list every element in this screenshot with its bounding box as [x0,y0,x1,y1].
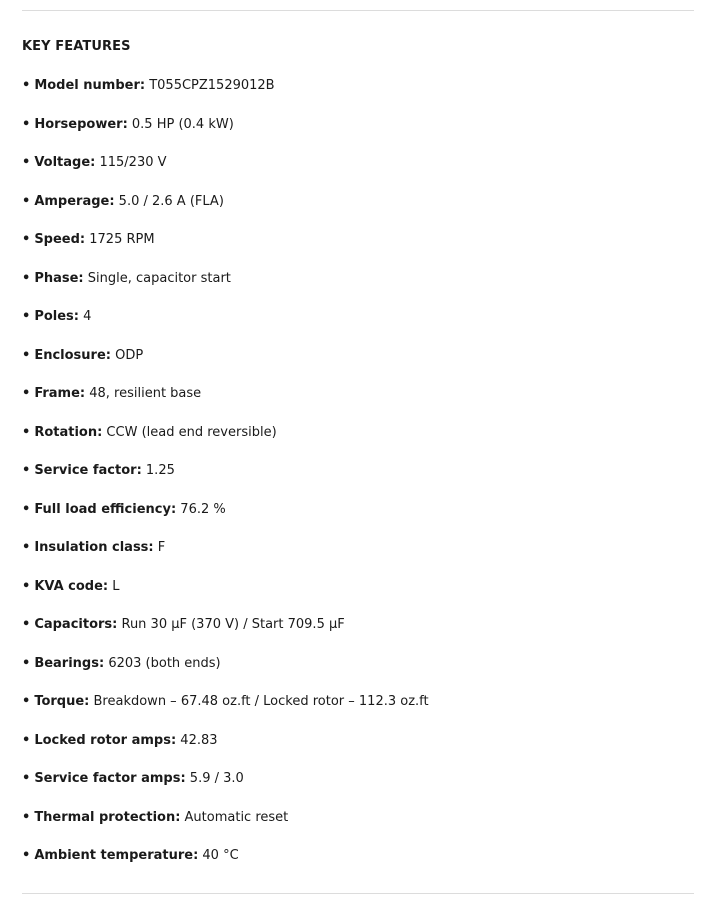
feature-label: Locked rotor amps: [34,732,177,748]
feature-item [22,693,694,732]
feature-label: Bearings: [34,655,105,671]
feature-value: ODP [110,347,144,363]
feature-label: Service factor amps: [34,771,186,786]
feature-item [22,424,694,463]
feature-value: Automatic reset [180,809,289,825]
bullet: • [22,578,31,594]
bullet: • [22,540,31,555]
feature-item [22,347,694,386]
feature-value: L [108,578,120,594]
feature-value: Single, capacitor start [83,270,231,286]
feature-list [22,77,694,886]
feature-label: Insulation class: [34,540,154,555]
feature-label: Frame: [34,386,86,401]
feature-label: Phase: [34,270,84,286]
feature-value: 4 [78,309,92,324]
bullet: • [22,232,31,247]
bullet: • [22,848,31,863]
bullet: • [22,424,31,440]
feature-item [22,655,694,694]
feature-label: Torque: [34,694,90,709]
feature-value: 40 °C [198,848,239,863]
feature-label: Rotation: [34,424,103,440]
bullet: • [22,501,31,517]
feature-value: F [153,540,166,555]
section-title: KEY FEATURES [22,39,131,54]
feature-label: Service factor: [34,463,142,478]
bullet: • [22,809,31,825]
feature-value: 42.83 [176,732,218,748]
feature-item [22,462,694,501]
feature-label: Model number: [34,78,146,93]
feature-item [22,809,694,848]
bullet: • [22,771,31,786]
bullet: • [22,116,31,132]
feature-item [22,501,694,540]
feature-item [22,385,694,424]
feature-item [22,77,694,116]
feature-item [22,193,694,232]
feature-item [22,616,694,655]
feature-item [22,231,694,270]
bullet: • [22,270,31,286]
bullet: • [22,347,31,363]
feature-label: Capacitors: [34,617,118,632]
feature-value: 1725 RPM [85,232,155,247]
feature-item [22,578,694,617]
feature-value: 48, resilient base [85,386,202,401]
feature-item [22,270,694,309]
bullet: • [22,732,31,748]
bullet: • [22,617,31,632]
feature-value: 76.2 % [176,501,226,517]
feature-label: Horsepower: [34,116,128,132]
feature-label: Voltage: [34,155,96,170]
feature-value: 115/230 V [95,155,167,170]
bullet: • [22,309,31,324]
feature-value: Breakdown – 67.48 oz.ft / Locked rotor – 112.3 oz.ft [89,694,429,709]
feature-label: Speed: [34,232,86,247]
feature-value: 0.5 HP (0.4 kW) [127,116,234,132]
feature-value: 1.25 [141,463,175,478]
feature-value: 6203 (both ends) [104,655,221,671]
feature-item [22,732,694,771]
feature-item [22,847,694,886]
feature-label: Poles: [34,309,79,324]
feature-label: Enclosure: [34,347,111,363]
feature-item [22,154,694,193]
feature-label: KVA code: [34,578,109,594]
feature-label: Ambient temperature: [34,848,199,863]
bullet: • [22,78,31,93]
feature-label: Full load efficiency: [34,501,177,517]
feature-label: Amperage: [34,193,115,209]
feature-value: 5.9 / 3.0 [185,771,244,786]
bottom-divider [22,893,694,894]
top-divider [22,10,694,11]
feature-item [22,770,694,809]
feature-value: T055CPZ1529012B [145,78,275,93]
bullet: • [22,155,31,170]
feature-item [22,308,694,347]
bullet: • [22,463,31,478]
feature-value: 5.0 / 2.6 A (FLA) [114,193,224,209]
feature-item [22,539,694,578]
bullet: • [22,655,31,671]
feature-label: Thermal protection: [34,809,181,825]
feature-value: Run 30 µF (370 V) / Start 709.5 µF [117,617,345,632]
bullet: • [22,694,31,709]
feature-item [22,116,694,155]
feature-value: CCW (lead end reversible) [102,424,277,440]
bullet: • [22,193,31,209]
bullet: • [22,386,31,401]
